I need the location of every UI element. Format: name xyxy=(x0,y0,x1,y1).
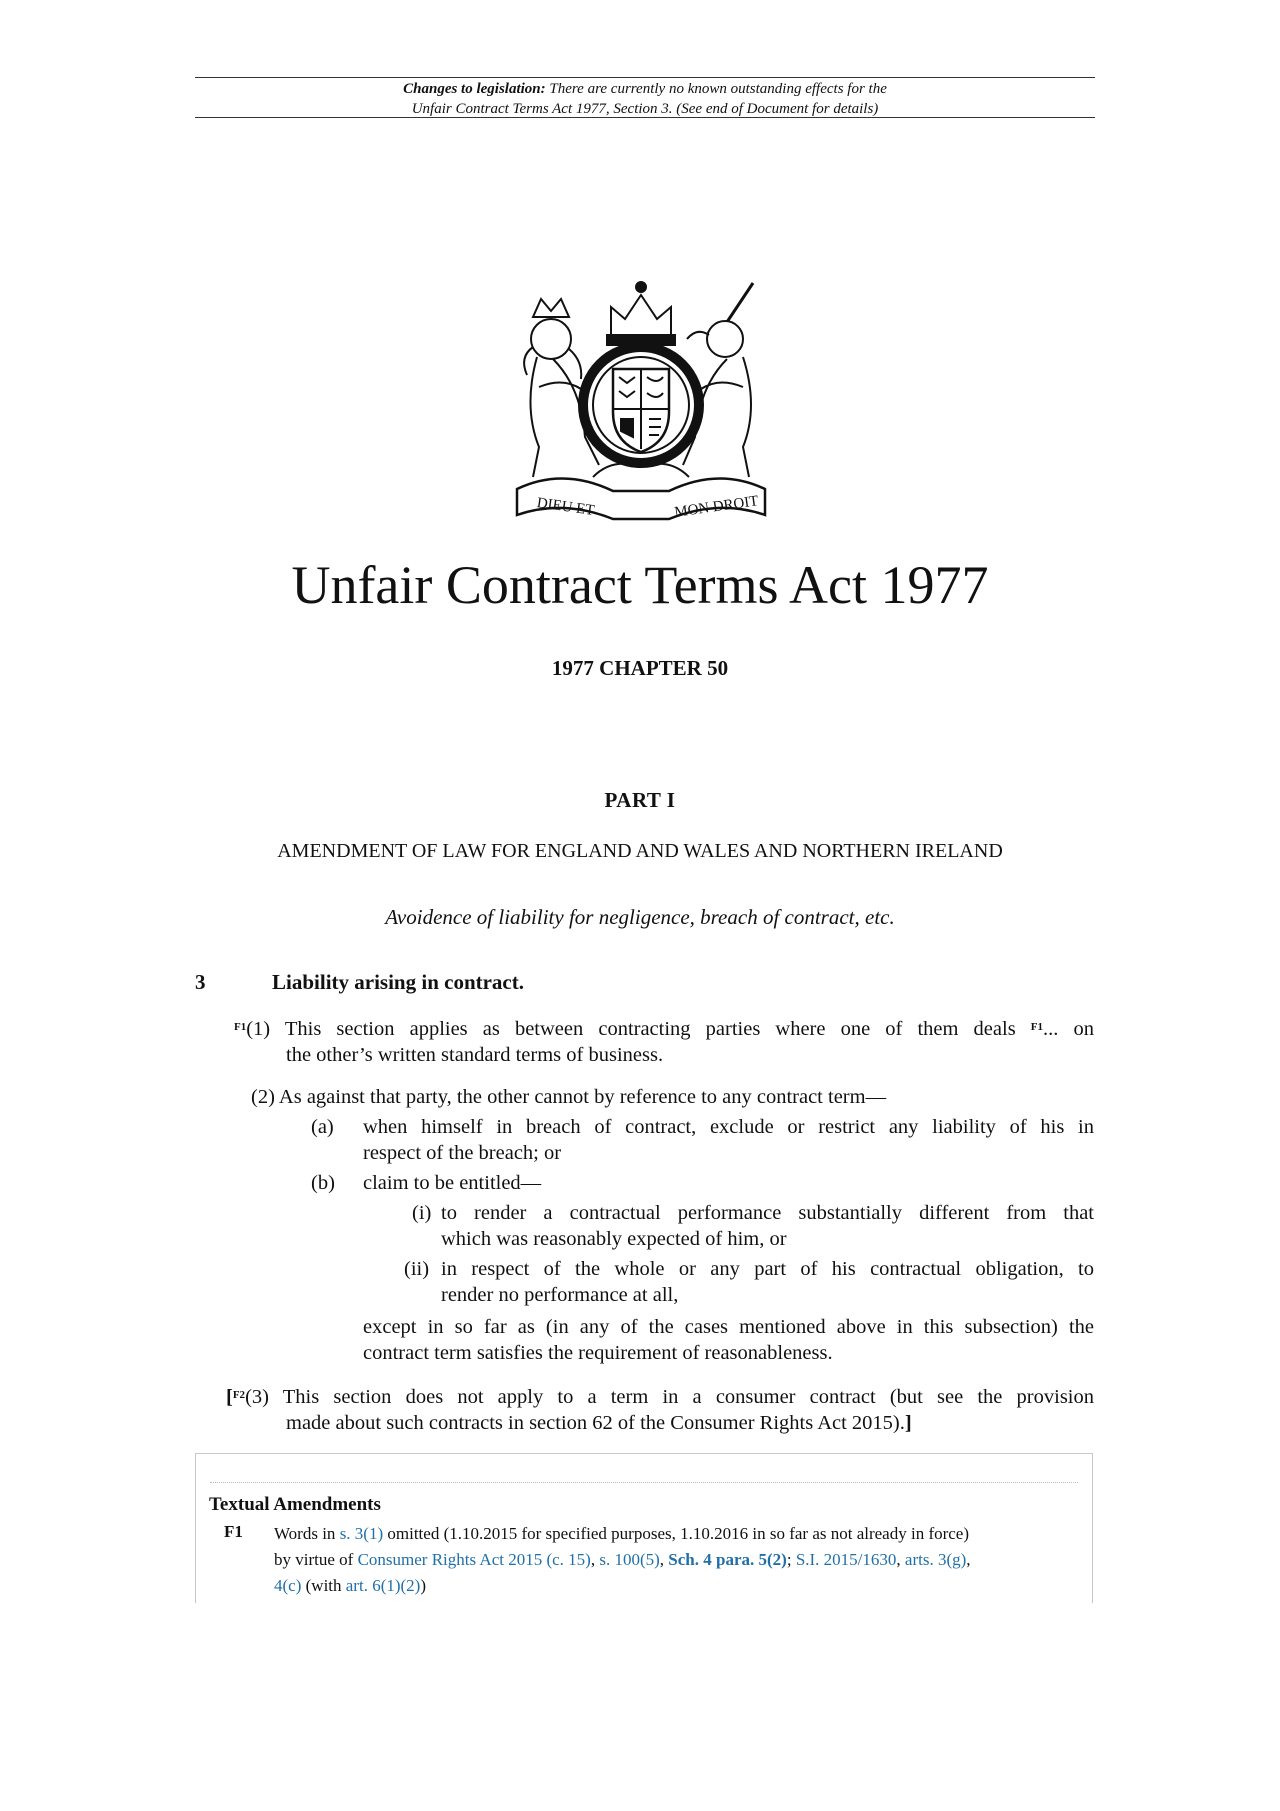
subsection-2-intro: (2) As against that party, the other cannot by reference to any contract term— xyxy=(251,1086,887,1108)
subsection-3-line-1: [$^{F2}$(3) This section does not apply to a term in a consumer contract (but see the provision xyxy=(226,1386,1094,1408)
para-a-label: (a) xyxy=(311,1116,334,1138)
subsection-1-line-2: the other’s written standard terms of business. xyxy=(286,1044,664,1066)
amendment-key-f1: F1 xyxy=(224,1522,243,1541)
link-consumer-rights-act[interactable]: Consumer Rights Act 2015 (c. 15) xyxy=(357,1550,591,1569)
header-line-1: Changes to legislation: There are currently no known outstanding effects for the xyxy=(403,81,887,97)
footnote-ref-f1-inline[interactable]: F1 xyxy=(1030,1021,1044,1033)
chapter-number: 1977 CHAPTER 50 xyxy=(551,656,729,680)
dotted-divider xyxy=(210,1482,1078,1483)
textual-amendments-box xyxy=(195,1453,1093,1603)
link-s-3-1[interactable]: s. 3(1) xyxy=(339,1524,384,1543)
motto-left: DIEU ET xyxy=(535,495,596,519)
section-title: Liability arising in contract. xyxy=(272,970,524,994)
link-art-6-1-2[interactable]: art. 6(1)(2) xyxy=(345,1576,421,1595)
para-a: when himself in breach of contract, exclude or restrict any liability of his in respect of the breach; or xyxy=(363,1116,1094,1164)
crossheading: Avoidence of liability for negligence, breach of contract, etc. xyxy=(385,905,895,929)
subpara-i: to render a contractual performance substantially different from that which was reasonably expected of him, or xyxy=(441,1202,1094,1250)
subpara-ii: in respect of the whole or any part of his contractual obligation, to render no performance at all, xyxy=(441,1258,1094,1306)
section-number: 3 xyxy=(195,970,206,994)
amendments-heading: Textual Amendments xyxy=(209,1494,381,1515)
para-b: claim to be entitled— xyxy=(363,1172,542,1194)
link-arts-3g[interactable]: arts. 3(g) xyxy=(904,1550,967,1569)
subsection-3-line-2: made about such contracts in section 62 of the Consumer Rights Act 2015).] xyxy=(286,1412,912,1434)
link-si-2015-1630[interactable]: S.I. 2015/1630 xyxy=(795,1550,897,1569)
amendment-text-f1: Words in s. 3(1) omitted (1.10.2015 for specified purposes, 1.10.2016 in so far as not already in force) by virtue of Consumer Rights Act 2015 (c. 15), s. 100(5), Sch. 4 para. 5(2); S.I. 2015/1630, arts. 3(g), 4(c) (with art. 6(1)(2)) xyxy=(274,1524,971,1595)
footnote-ref-f1[interactable]: F1 xyxy=(234,1021,247,1033)
header-line-2: Unfair Contract Terms Act 1977, Section 3. (See end of Document for details) xyxy=(411,101,879,117)
para-b-label: (b) xyxy=(311,1172,335,1194)
link-4c[interactable]: 4(c) xyxy=(274,1576,302,1595)
link-s-100-5[interactable]: s. 100(5) xyxy=(599,1550,660,1569)
part-heading: PART I xyxy=(604,788,676,812)
footnote-ref-f2[interactable]: F2 xyxy=(232,1389,246,1401)
motto-right: MON DROIT xyxy=(673,493,760,521)
royal-coat-of-arms-emblem xyxy=(503,277,779,527)
link-sch-4-para-5-2[interactable]: Sch. 4 para. 5(2) xyxy=(668,1550,787,1569)
subpara-ii-label: (ii) xyxy=(404,1258,430,1280)
subsection-1 xyxy=(234,1016,1094,1068)
act-title: Unfair Contract Terms Act 1977 xyxy=(291,555,989,615)
changes-header xyxy=(195,77,1095,118)
except-clause: except in so far as (in any of the cases mentioned above in this subsection) the contract term satisfies the requirement of reasonableness. xyxy=(363,1316,1094,1364)
part-subtitle: AMENDMENT OF LAW FOR ENGLAND AND WALES AND NORTHERN IRELAND xyxy=(277,840,1003,862)
subpara-i-label: (i) xyxy=(412,1202,432,1224)
subsection-3 xyxy=(226,1384,1094,1436)
subsection-1-line-1: $^{F1}$(1) This section applies as between contracting parties where one of them deals $^{F1}$... on xyxy=(234,1018,1095,1040)
